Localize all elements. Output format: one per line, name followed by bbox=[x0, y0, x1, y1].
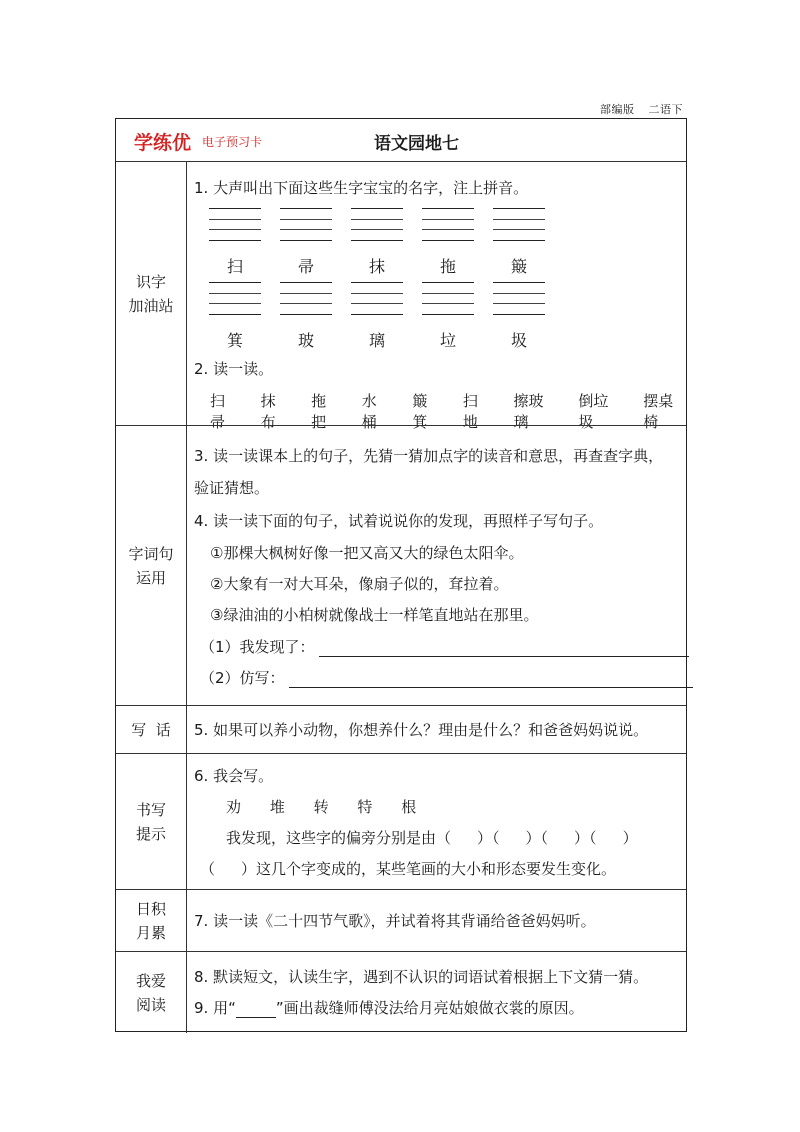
question-2: 2. 读一读。 bbox=[194, 360, 274, 378]
page-title: 语文园地七 bbox=[374, 134, 459, 154]
word: 拖把 bbox=[311, 392, 327, 431]
question-9: 9. 用“ ”画出裁缝师傅没法给月亮姑娘做衣裳的原因。 bbox=[194, 999, 584, 1017]
answer-2-label: （2）仿写： bbox=[200, 669, 285, 687]
pinyin-box[interactable] bbox=[351, 208, 403, 241]
underline-sample bbox=[236, 1017, 276, 1018]
char: 拖 bbox=[440, 257, 457, 276]
edition-label: 部编版 bbox=[600, 103, 635, 116]
word: 扫帚 bbox=[210, 392, 226, 431]
section-usage bbox=[116, 425, 686, 705]
word: 扫地 bbox=[462, 392, 478, 431]
pinyin-box[interactable] bbox=[422, 208, 474, 241]
question-3-line-2: 验证猜想。 bbox=[194, 479, 270, 497]
question-8: 8. 默读短文，认读生字，遇到不认识的词语试着根据上下文猜一猜。 bbox=[194, 968, 649, 986]
char: 劝 bbox=[226, 798, 242, 816]
section-content bbox=[186, 426, 686, 705]
section-content bbox=[186, 754, 686, 889]
section-content bbox=[186, 162, 686, 431]
char: 抹 bbox=[369, 257, 386, 276]
pinyin-box[interactable] bbox=[209, 282, 261, 315]
question-6: 6. 我会写。 bbox=[194, 767, 274, 785]
sentence-1: ①那棵大枫树好像一把又高又大的绿色太阳伞。 bbox=[210, 544, 524, 562]
char: 特 bbox=[357, 798, 373, 816]
char: 扫 bbox=[227, 257, 244, 276]
pinyin-box[interactable] bbox=[422, 282, 474, 315]
answer-1-label: （1）我发现了： bbox=[200, 638, 315, 656]
radical-line-1: 我发现，这些字的偏旁分别是由（ ）（ ）（ ）（ ） bbox=[226, 829, 638, 847]
sentence-3: ③绿油油的小柏树就像战士一样笔直地站在那里。 bbox=[210, 606, 539, 624]
char: 堆 bbox=[269, 798, 285, 816]
word: 摆桌椅 bbox=[643, 392, 674, 431]
pinyin-box[interactable] bbox=[351, 282, 403, 315]
answer-1 bbox=[200, 637, 689, 657]
section-reading bbox=[116, 951, 686, 1033]
section-handwriting bbox=[116, 753, 686, 889]
word: 倒垃圾 bbox=[578, 392, 609, 431]
section-label: 我爱 阅读 bbox=[116, 952, 187, 1033]
char: 璃 bbox=[369, 331, 386, 350]
brand-logo: 学练优 bbox=[134, 132, 192, 154]
brand-subtitle: 电子预习卡 bbox=[202, 135, 263, 149]
section-content bbox=[186, 952, 686, 1033]
pinyin-lines-row-2 bbox=[209, 282, 564, 315]
question-7: 7. 读一读《二十四节气歌》，并试着将其背诵给爸爸妈妈听。 bbox=[194, 912, 596, 930]
section-label: 字词句 运用 bbox=[116, 426, 187, 705]
question-4: 4. 读一读下面的句子，试着说说你的发现，再照样子写句子。 bbox=[194, 512, 604, 530]
pinyin-box[interactable] bbox=[493, 208, 545, 241]
sentence-2: ②大象有一对大耳朵，像扇子似的，耷拉着。 bbox=[210, 575, 509, 593]
answer-2 bbox=[200, 668, 693, 688]
answer-2-blank[interactable] bbox=[289, 687, 693, 688]
header-row bbox=[116, 119, 686, 161]
section-label: 书写 提示 bbox=[116, 754, 187, 889]
radical-line-2: （ ）这几个字变成的，某些笔画的大小和形态要发生变化。 bbox=[200, 860, 617, 878]
char-row-1 bbox=[209, 254, 564, 277]
pinyin-box[interactable] bbox=[209, 208, 261, 241]
practice-chars bbox=[226, 797, 416, 817]
section-content bbox=[186, 890, 686, 951]
char-row-2 bbox=[209, 328, 564, 351]
question-5: 5. 如果可以养小动物，你想养什么？理由是什么？和爸爸妈妈说说。 bbox=[194, 721, 649, 739]
section-literacy bbox=[116, 161, 686, 431]
answer-1-blank[interactable] bbox=[319, 656, 689, 657]
section-daily bbox=[116, 889, 686, 951]
pinyin-box[interactable] bbox=[280, 282, 332, 315]
word: 簸箕 bbox=[412, 392, 428, 431]
char: 簸 bbox=[511, 257, 528, 276]
preview-card bbox=[115, 118, 687, 1032]
word: 水桶 bbox=[361, 392, 377, 431]
section-label: 识字 加油站 bbox=[116, 162, 187, 425]
char: 箕 bbox=[227, 331, 244, 350]
grade-label: 二语下 bbox=[648, 103, 683, 116]
question-3-line-1: 3. 读一读课本上的句子，先猜一猜加点字的读音和意思，再查查字典， bbox=[194, 447, 664, 465]
char: 帚 bbox=[298, 257, 315, 276]
char: 玻 bbox=[298, 331, 315, 350]
section-writing bbox=[116, 705, 686, 753]
pinyin-box[interactable] bbox=[280, 208, 332, 241]
question-1: 1. 大声叫出下面这些生字宝宝的名字，注上拼音。 bbox=[194, 179, 529, 197]
pinyin-box[interactable] bbox=[493, 282, 545, 315]
char: 圾 bbox=[511, 331, 528, 350]
section-content bbox=[186, 706, 686, 753]
char: 垃 bbox=[440, 331, 457, 350]
section-label: 写 话 bbox=[116, 706, 187, 753]
char: 转 bbox=[313, 798, 329, 816]
char: 根 bbox=[401, 798, 417, 816]
pinyin-lines-row-1 bbox=[209, 208, 564, 241]
word: 擦玻璃 bbox=[513, 392, 544, 431]
word: 抹布 bbox=[260, 392, 276, 431]
page-meta bbox=[600, 101, 683, 117]
section-label: 日积 月累 bbox=[116, 890, 187, 951]
